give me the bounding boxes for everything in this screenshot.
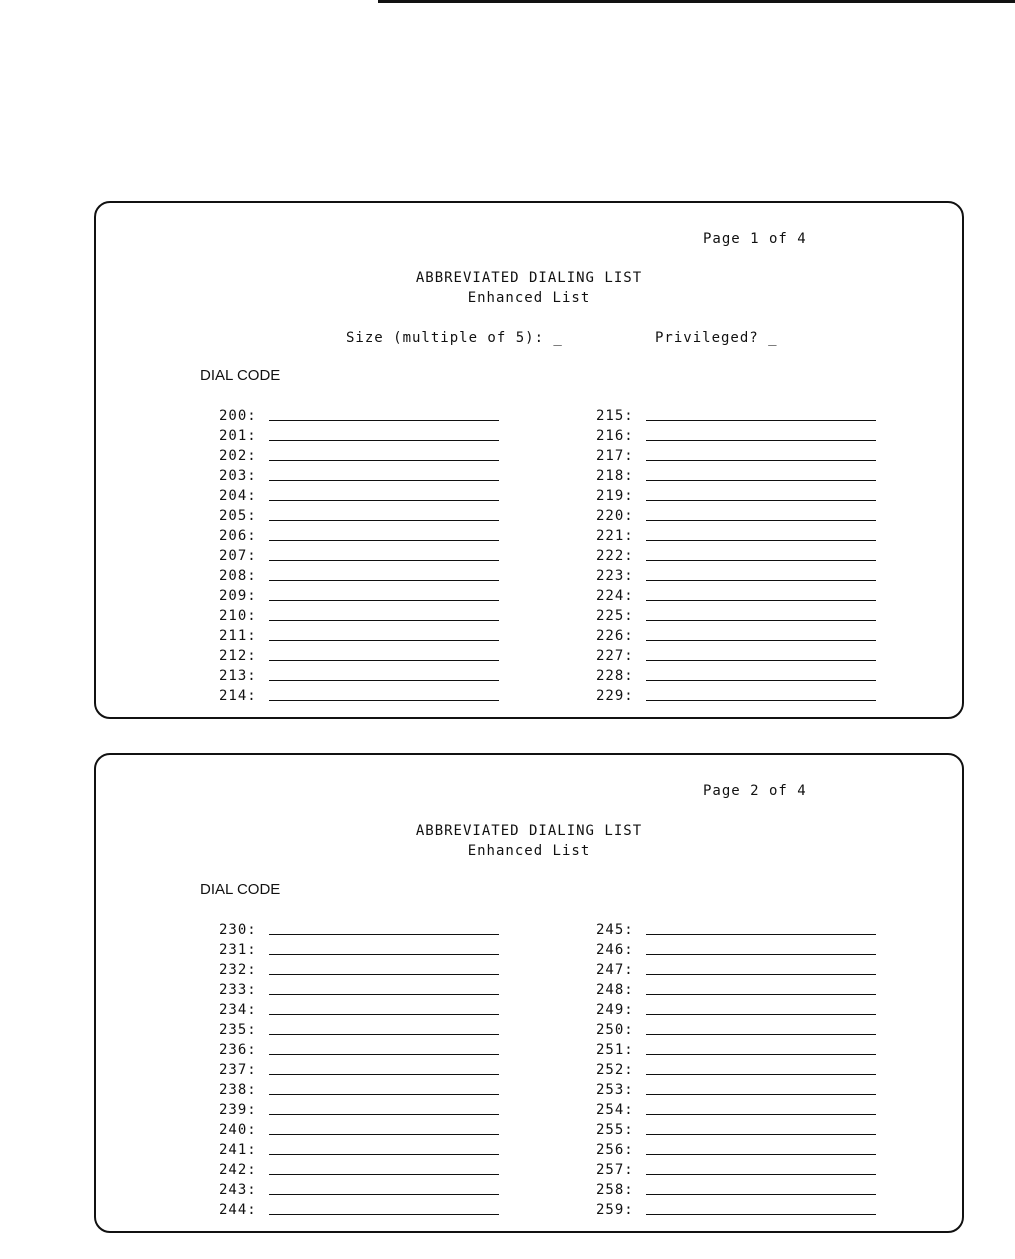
dial-code-label: 221: [596, 528, 634, 544]
dial-code-entry-field[interactable] [646, 460, 876, 461]
dial-code-entry-field[interactable] [646, 994, 876, 995]
dial-code-entry-field[interactable] [646, 420, 876, 421]
dial-code-label: 213: [219, 668, 257, 684]
dial-code-label: 224: [596, 588, 634, 604]
dial-code-entry-field[interactable] [269, 1014, 499, 1015]
dial-code-header: DIAL CODE [200, 367, 281, 384]
dial-code-entry-field[interactable] [646, 1214, 876, 1215]
dial-code-entry-field[interactable] [646, 480, 876, 481]
dial-code-label: 250: [596, 1022, 634, 1038]
dial-code-entry-field[interactable] [269, 934, 499, 935]
dial-code-entry-field[interactable] [646, 580, 876, 581]
dial-code-entry-field[interactable] [269, 1154, 499, 1155]
dial-code-label: 245: [596, 922, 634, 938]
dial-code-label: 237: [219, 1062, 257, 1078]
dial-code-entry-field[interactable] [646, 1174, 876, 1175]
dial-code-entry-field[interactable] [269, 954, 499, 955]
dial-code-label: 246: [596, 942, 634, 958]
dial-code-entry-field[interactable] [269, 640, 499, 641]
dial-code-entry-field[interactable] [269, 1214, 499, 1215]
dial-code-label: 252: [596, 1062, 634, 1078]
dial-code-entry-field[interactable] [646, 560, 876, 561]
dial-code-label: 233: [219, 982, 257, 998]
dial-code-entry-field[interactable] [269, 480, 499, 481]
dial-code-label: 251: [596, 1042, 634, 1058]
dial-code-label: 222: [596, 548, 634, 564]
dial-code-entry-field[interactable] [646, 1194, 876, 1195]
dial-code-entry-field[interactable] [646, 620, 876, 621]
dial-code-label: 244: [219, 1202, 257, 1218]
dial-code-label: 239: [219, 1102, 257, 1118]
dial-code-label: 229: [596, 688, 634, 704]
dial-code-label: 243: [219, 1182, 257, 1198]
dial-code-entry-field[interactable] [269, 1194, 499, 1195]
dial-code-entry-field[interactable] [269, 420, 499, 421]
dial-code-entry-field[interactable] [646, 440, 876, 441]
dial-code-header: DIAL CODE [200, 881, 281, 898]
dial-code-label: 257: [596, 1162, 634, 1178]
dial-code-label: 209: [219, 588, 257, 604]
dial-code-label: 210: [219, 608, 257, 624]
dial-code-entry-field[interactable] [269, 994, 499, 995]
dial-code-label: 218: [596, 468, 634, 484]
dial-code-label: 240: [219, 1122, 257, 1138]
dial-code-entry-field[interactable] [646, 520, 876, 521]
dial-code-entry-field[interactable] [269, 440, 499, 441]
dial-code-label: 238: [219, 1082, 257, 1098]
dial-code-entry-field[interactable] [646, 1014, 876, 1015]
dial-code-label: 220: [596, 508, 634, 524]
dial-code-entry-field[interactable] [646, 600, 876, 601]
dial-code-entry-field[interactable] [646, 680, 876, 681]
dial-code-entry-field[interactable] [646, 1114, 876, 1115]
dial-code-entry-field[interactable] [646, 1074, 876, 1075]
dial-code-entry-field[interactable] [646, 1054, 876, 1055]
dial-code-label: 258: [596, 1182, 634, 1198]
dial-code-entry-field[interactable] [646, 540, 876, 541]
dial-code-label: 223: [596, 568, 634, 584]
privileged-field[interactable]: Privileged? _ [655, 330, 778, 346]
dial-code-label: 206: [219, 528, 257, 544]
top-rule [378, 0, 1015, 3]
dial-code-entry-field[interactable] [646, 1094, 876, 1095]
dial-code-entry-field[interactable] [646, 1154, 876, 1155]
dial-code-label: 255: [596, 1122, 634, 1138]
dial-code-label: 225: [596, 608, 634, 624]
dial-code-entry-field[interactable] [269, 1074, 499, 1075]
dial-code-label: 248: [596, 982, 634, 998]
dial-code-entry-field[interactable] [269, 540, 499, 541]
dial-code-entry-field[interactable] [269, 700, 499, 701]
dial-code-entry-field[interactable] [269, 660, 499, 661]
dial-code-label: 208: [219, 568, 257, 584]
dial-code-label: 202: [219, 448, 257, 464]
dial-code-label: 256: [596, 1142, 634, 1158]
dial-code-label: 259: [596, 1202, 634, 1218]
dial-code-label: 200: [219, 408, 257, 424]
dial-code-label: 234: [219, 1002, 257, 1018]
dial-code-label: 253: [596, 1082, 634, 1098]
dial-code-label: 215: [596, 408, 634, 424]
dial-code-entry-field[interactable] [269, 460, 499, 461]
dial-code-label: 216: [596, 428, 634, 444]
dial-code-entry-field[interactable] [646, 1134, 876, 1135]
dial-code-label: 235: [219, 1022, 257, 1038]
page-indicator: Page 2 of 4 [703, 783, 807, 799]
page-indicator: Page 1 of 4 [703, 231, 807, 247]
dial-code-entry-field[interactable] [269, 1134, 499, 1135]
dial-code-entry-field[interactable] [646, 660, 876, 661]
dial-code-entry-field[interactable] [269, 1114, 499, 1115]
dial-code-label: 249: [596, 1002, 634, 1018]
dial-code-label: 254: [596, 1102, 634, 1118]
dial-code-label: 242: [219, 1162, 257, 1178]
dial-code-label: 204: [219, 488, 257, 504]
dial-code-label: 217: [596, 448, 634, 464]
dial-code-entry-field[interactable] [269, 560, 499, 561]
dial-code-entry-field[interactable] [269, 974, 499, 975]
dial-code-label: 212: [219, 648, 257, 664]
dial-code-entry-field[interactable] [269, 680, 499, 681]
dial-code-entry-field[interactable] [269, 620, 499, 621]
dial-code-entry-field[interactable] [646, 974, 876, 975]
dial-code-label: 205: [219, 508, 257, 524]
dial-code-entry-field[interactable] [646, 1034, 876, 1035]
dial-code-label: 226: [596, 628, 634, 644]
dial-code-label: 236: [219, 1042, 257, 1058]
form-title: ABBREVIATED DIALING LIST [415, 270, 643, 286]
dial-code-entry-field[interactable] [646, 700, 876, 701]
dial-code-entry-field[interactable] [269, 600, 499, 601]
form-title: ABBREVIATED DIALING LIST [415, 823, 643, 839]
dial-code-label: 231: [219, 942, 257, 958]
dial-code-entry-field[interactable] [646, 954, 876, 955]
dial-code-label: 232: [219, 962, 257, 978]
dial-code-entry-field[interactable] [269, 500, 499, 501]
size-field[interactable]: Size (multiple of 5): _ [346, 330, 563, 346]
dial-code-entry-field[interactable] [269, 1174, 499, 1175]
form-subtitle: Enhanced List [467, 290, 591, 306]
dial-code-entry-field[interactable] [646, 500, 876, 501]
dial-code-entry-field[interactable] [646, 640, 876, 641]
dial-code-label: 241: [219, 1142, 257, 1158]
dial-code-label: 219: [596, 488, 634, 504]
dial-code-label: 203: [219, 468, 257, 484]
dial-code-label: 230: [219, 922, 257, 938]
dial-code-entry-field[interactable] [269, 580, 499, 581]
dial-code-label: 214: [219, 688, 257, 704]
screen-page-1 [94, 201, 964, 719]
dial-code-label: 211: [219, 628, 257, 644]
dial-code-label: 207: [219, 548, 257, 564]
dial-code-label: 228: [596, 668, 634, 684]
dial-code-entry-field[interactable] [269, 520, 499, 521]
dial-code-label: 201: [219, 428, 257, 444]
dial-code-entry-field[interactable] [269, 1094, 499, 1095]
dial-code-entry-field[interactable] [269, 1054, 499, 1055]
screen-page-2 [94, 753, 964, 1233]
dial-code-label: 247: [596, 962, 634, 978]
form-subtitle: Enhanced List [467, 843, 591, 859]
dial-code-entry-field[interactable] [269, 1034, 499, 1035]
dial-code-entry-field[interactable] [646, 934, 876, 935]
dial-code-label: 227: [596, 648, 634, 664]
